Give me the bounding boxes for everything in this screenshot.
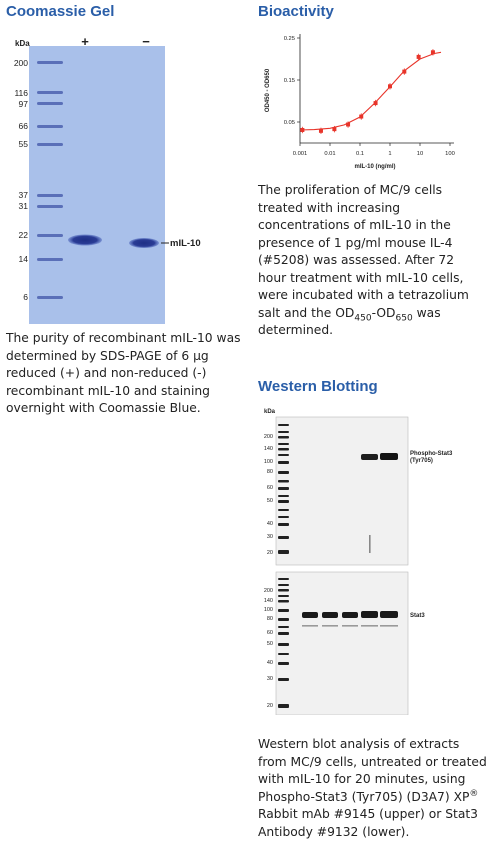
bioactivity-text-sub1: 450 xyxy=(354,312,372,323)
bioactivity-text-sub2: 650 xyxy=(395,312,413,323)
marker-label: 66 xyxy=(18,121,28,131)
lower-marker-label: 30 xyxy=(266,676,273,682)
stat3-band xyxy=(322,612,338,618)
lower-marker-label: 60 xyxy=(266,630,273,636)
lower-marker-label: 20 xyxy=(266,703,273,709)
stat3-band xyxy=(302,612,318,618)
upper-marker-labels xyxy=(264,434,273,556)
lower-marker-label: 100 xyxy=(263,607,273,613)
lower-target-label: Stat3 xyxy=(410,613,425,619)
upper-marker-label: 50 xyxy=(266,498,273,504)
registered-mark: ® xyxy=(469,788,479,799)
lane-label-minus: − xyxy=(142,34,150,49)
gel-band-reduced xyxy=(68,235,102,246)
upper-marker-label: 30 xyxy=(266,534,273,540)
stat3-band xyxy=(361,611,378,618)
x-tick-label: 1 xyxy=(388,151,392,157)
bioactivity-text-mid: -OD xyxy=(371,305,396,320)
kda-label: kDa xyxy=(15,39,30,48)
data-point xyxy=(417,55,421,59)
data-point xyxy=(346,123,350,127)
upper-marker-label: 20 xyxy=(266,550,273,556)
western-title: Western Blotting xyxy=(258,378,378,395)
stat3-band xyxy=(380,611,398,618)
bioactivity-text-end: was determined. xyxy=(258,305,441,337)
upper-marker-label: 100 xyxy=(263,459,273,465)
lower-marker-label: 200 xyxy=(263,588,273,594)
marker-label: 22 xyxy=(18,230,28,240)
bioactivity-description xyxy=(258,182,483,340)
upper-target-label-sub: (Tyr705) xyxy=(410,458,433,464)
lower-blot-membrane xyxy=(276,572,408,715)
gel-background xyxy=(29,46,165,324)
lower-marker-labels xyxy=(264,588,273,709)
y-tick-label: 0.05 xyxy=(283,120,295,126)
bioactivity-chart xyxy=(255,28,465,178)
lower-marker-label: 140 xyxy=(263,598,273,604)
y-tick-label: 0.25 xyxy=(283,36,295,42)
y-axis-label: OD450 - OD650 xyxy=(265,68,271,113)
marker-label: 97 xyxy=(18,99,28,109)
coomassie-gel-figure xyxy=(5,32,205,337)
upper-marker-label: 140 xyxy=(263,446,273,452)
marker-label: 200 xyxy=(13,58,28,68)
marker-label: 31 xyxy=(18,201,28,211)
data-point xyxy=(431,50,435,54)
marker-label: 55 xyxy=(18,139,28,149)
upper-marker-label: 40 xyxy=(266,521,273,527)
western-text-main: Western blot analysis of extracts from MC/9 cells, untreated or treated with mIL-10 for 20 minutes, using Phospho-Stat3 (Tyr705) (D3A7) XP xyxy=(258,737,487,804)
blot-smear xyxy=(369,535,371,553)
data-point xyxy=(319,129,323,133)
bioactivity-text-main: The proliferation of MC/9 cells treated with increasing concentrations of mIL-10 in the presence of 1 pg/ml mouse IL-4 (#5208) was assessed. After 72 hour treatment with mIL-10 cells, were incubated with a tetrazolium salt and the OD xyxy=(258,183,469,320)
marker-label: 116 xyxy=(14,88,28,98)
upper-marker-label: 60 xyxy=(266,485,273,491)
lower-marker-label: 50 xyxy=(266,641,273,647)
western-description xyxy=(258,736,488,841)
data-point xyxy=(332,127,336,131)
coomassie-title: Coomassie Gel xyxy=(6,3,115,20)
marker-labels xyxy=(14,58,28,302)
lane-label-plus: + xyxy=(81,34,89,49)
x-tick-label: 100 xyxy=(445,151,455,157)
band-label: mIL-10 xyxy=(170,238,201,249)
western-blot-figure xyxy=(260,405,485,715)
marker-label: 6 xyxy=(23,292,28,302)
upper-marker-label: 80 xyxy=(266,469,273,475)
marker-label: 37 xyxy=(18,190,28,200)
x-tick-label: 0.001 xyxy=(292,151,308,157)
coomassie-description: The purity of recombinant mIL-10 was determined by SDS-PAGE of 6 µg reduced (+) and non-reduced (-) recombinant mIL-10 and staining overnight with Coomassie Blue. xyxy=(6,331,241,415)
marker-label: 14 xyxy=(18,254,28,264)
upper-blot-membrane xyxy=(276,417,408,565)
western-kda-label: kDa xyxy=(264,409,276,415)
data-point xyxy=(402,70,406,74)
upper-marker-label: 200 xyxy=(263,434,273,440)
fit-curve xyxy=(300,52,441,130)
upper-target-label: Phospho-Stat3 xyxy=(410,451,453,457)
lower-marker-label: 80 xyxy=(266,616,273,622)
bioactivity-title: Bioactivity xyxy=(258,3,334,20)
data-point xyxy=(388,84,392,88)
data-point xyxy=(374,101,378,105)
stat3-bands xyxy=(302,611,398,618)
western-text-end: Rabbit mAb #9145 (upper) or Stat3 Antibody #9132 (lower). xyxy=(258,807,479,839)
phospho-stat3-band xyxy=(380,453,398,460)
faint-bands xyxy=(302,625,398,627)
data-point xyxy=(359,115,363,119)
y-tick-label: 0.15 xyxy=(283,78,295,84)
x-tick-label: 10 xyxy=(416,151,424,157)
gel-band-nonreduced xyxy=(129,238,159,248)
x-tick-label: 0.01 xyxy=(324,151,336,157)
data-point xyxy=(300,128,304,132)
stat3-band xyxy=(342,612,358,618)
x-tick-label: 0.1 xyxy=(355,151,365,157)
x-axis-label: mIL-10 (ng/ml) xyxy=(354,164,396,170)
lower-marker-label: 40 xyxy=(266,660,273,666)
phospho-stat3-band xyxy=(361,454,378,460)
